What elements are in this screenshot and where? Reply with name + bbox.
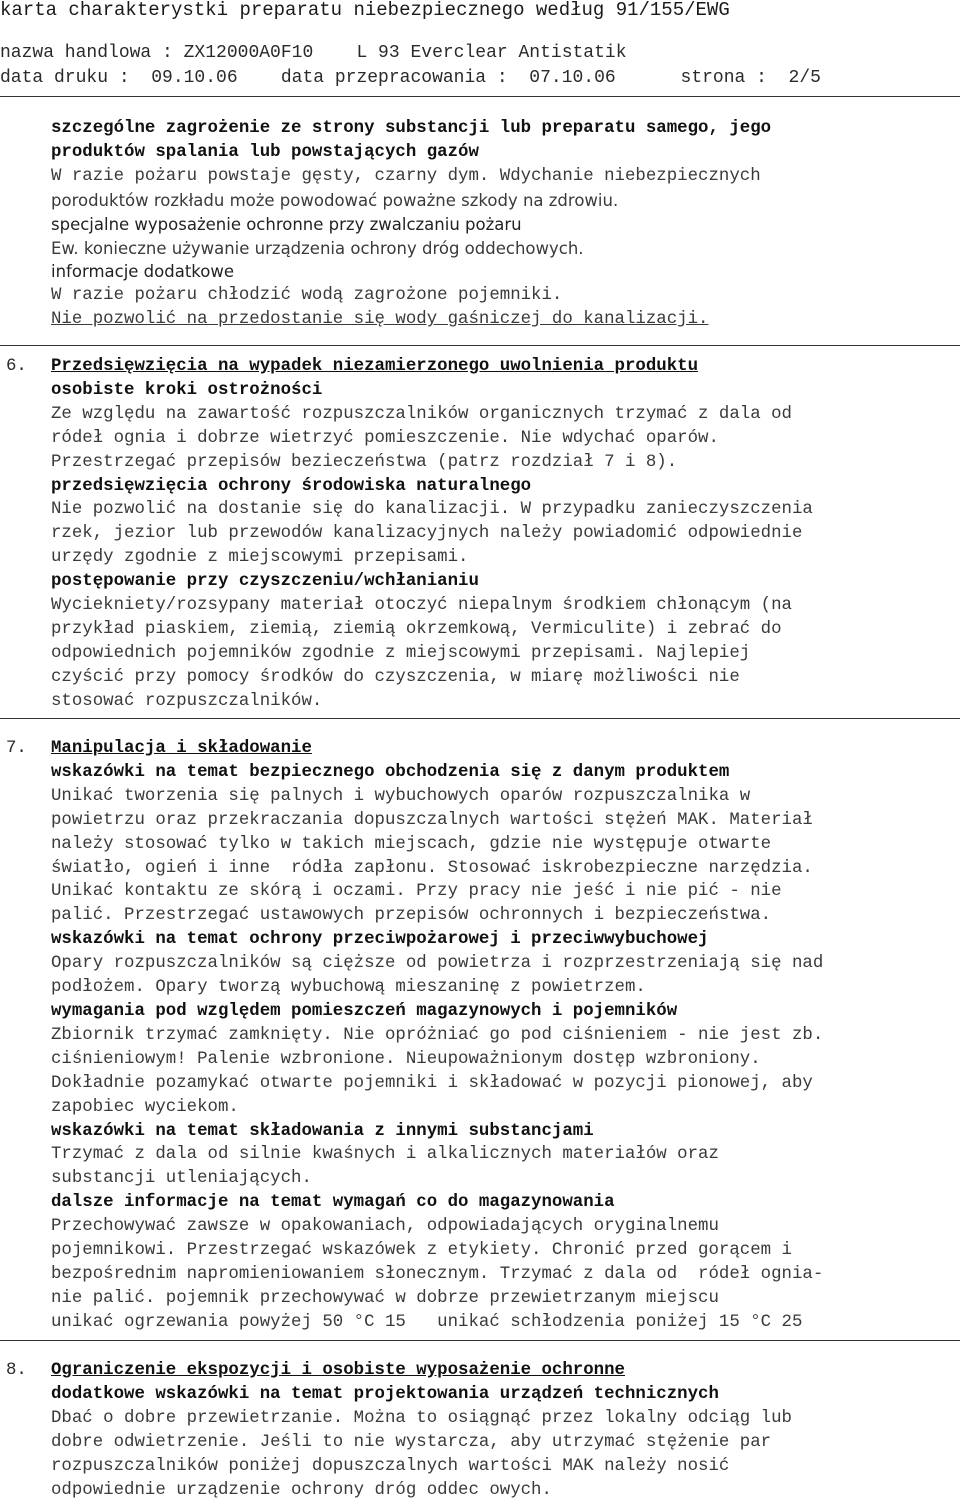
section7-number: 7. xyxy=(6,739,27,758)
text-line: substancji utleniających. xyxy=(51,1169,312,1189)
fire-section xyxy=(51,117,951,332)
text-line: Przechowywać zawsze w opakowaniach, odpowiadających oryginalnemu xyxy=(51,1217,719,1237)
subheading: szczególne zagrożenie ze strony substancji lub preparatu samego, jego xyxy=(51,119,772,138)
text-line: odpowiednich pojemników zgodnie z miejscowymi przepisami. Najlepiej xyxy=(51,643,751,663)
section6-title: Przedsięwzięcia na wypadek niezamierzonego uwolnienia produktu xyxy=(51,357,699,376)
section6-body xyxy=(51,379,951,714)
subheading: wskazówki na temat ochrony przeciwpożarowej i przeciwwybuchowej xyxy=(51,930,709,950)
section7-body xyxy=(51,761,951,1335)
date-page-line: data druku : 09.10.06 data przepracowania : 07.10.06 strona : 2/5 xyxy=(0,68,821,88)
subheading: postępowanie przy czyszczeniu/wchłanianiu xyxy=(51,572,479,592)
text-line: poroduktów rozkładu może powodować poważne szkody na zdrowiu. xyxy=(51,190,619,210)
text-line: unikać ogrzewania powyżej 50 °C 15 unikać schłodzenia poniżej 15 °C 25 xyxy=(51,1312,803,1332)
subheading: produktów spalania lub powstających gazów xyxy=(51,142,479,162)
text-line: urzędy zgodnie z miejscowymi przepisami. xyxy=(51,548,469,568)
section-divider xyxy=(0,718,960,719)
text-line: powietrzu oraz przekraczania dopuszczalnych wartości stężeń MAK. Materiał xyxy=(51,810,813,830)
text-line: Unikać tworzenia się palnych i wybuchowych oparów rozpuszczalnika w xyxy=(51,786,751,806)
text-line: Wyciekniety/rozsypany materiał otoczyć niepalnym środkiem chłonącym (na xyxy=(51,596,792,616)
text-line: dobre odwietrzenie. Jeśli to nie wystarcza, aby utrzymać stężenie par xyxy=(51,1432,772,1452)
text-line: Unikać kontaktu ze skórą i oczami. Przy pracy nie jeść i nie pić - nie xyxy=(51,882,782,902)
section8-body xyxy=(51,1383,951,1502)
text-line: Przestrzegać przepisów bezieczeństwa (patrz rozdział 7 i 8). xyxy=(51,452,678,472)
trade-name-line: nazwa handlowa : ZX12000A0F10 L 93 Everclear Antistatik xyxy=(0,43,627,63)
text-line: ródeł ognia i dobrze wietrzyć pomieszczenie. Nie wdychać oparów. xyxy=(51,428,719,448)
document-title: karta charakterystki preparatu niebezpiecznego według 91/155/EWG xyxy=(0,0,730,21)
subheading: dodatkowe wskazówki na temat projektowania urządzeń technicznych xyxy=(51,1384,719,1404)
section8-title: Ograniczenie ekspozycji i osobiste wyposażenie ochronne xyxy=(51,1361,625,1380)
text-line: rzek, jezior lub przewodów kanalizacyjnych należy powiadomić odpowiednie xyxy=(51,524,803,544)
subheading: informacje dodatkowe xyxy=(51,262,235,282)
text-line: pojemnikowi. Przestrzegać wskazówek z etykiety. Chronić przed gorącem i xyxy=(51,1241,792,1261)
section-divider xyxy=(0,345,960,346)
text-line: czyścić przy pomocy środków do czyszczenia, w miarę możliwości nie xyxy=(51,667,740,687)
section6 xyxy=(51,355,951,714)
section7-title: Manipulacja i składowanie xyxy=(51,739,312,758)
text-line: bezpośrednim napromieniowaniem słonecznym. Trzymać z dala od ródeł ognia- xyxy=(51,1264,824,1284)
text-line: W razie pożaru chłodzić wodą zagrożone pojemniki. xyxy=(51,286,563,306)
section8-number: 8. xyxy=(6,1361,27,1380)
text-line: stosować rozpuszczalników. xyxy=(51,691,323,711)
text-line: Nie pozwolić na dostanie się do kanalizacji. W przypadku zanieczyszczenia xyxy=(51,500,813,520)
text-line: Dokładnie pozamykać otwarte pojemniki i składować w pozycji pionowej, aby xyxy=(51,1073,813,1093)
section8 xyxy=(51,1359,951,1502)
text-line: Zbiornik trzymać zamknięty. Nie opróżniać go pod ciśnieniem - nie jest zb. xyxy=(51,1025,824,1045)
text-line: Opary rozpuszczalników są cięższe od powietrza i rozprzestrzeniają się nad xyxy=(51,954,824,974)
text-line: palić. Przestrzegać ustawowych przepisów ochronnych i bezpieczeństwa. xyxy=(51,906,772,926)
text-line: Dbać o dobre przewietrzanie. Można to osiągnąć przez lokalny odciąg lub xyxy=(51,1408,792,1428)
subheading: wymagania pod względem pomieszczeń magazynowych i pojemników xyxy=(51,1001,678,1021)
text-line: W razie pożaru powstaje gęsty, czarny dym. Wdychanie niebezpiecznych xyxy=(51,166,761,186)
text-line: Nie pozwolić na przedostanie się wody gaśniczej do kanalizacji. xyxy=(51,310,709,330)
text-line: przykład piaskiem, ziemią, ziemią okrzemkową, Vermiculite) i zebrać do xyxy=(51,619,782,639)
text-line: Ew. konieczne używanie urządzenia ochrony dróg oddechowych. xyxy=(51,238,584,258)
subheading: wskazówki na temat składowania z innymi substancjami xyxy=(51,1121,594,1141)
header-divider xyxy=(0,96,960,97)
text-line: ciśnieniowym! Palenie wzbronione. Nieupoważnionym dostęp wzbroniony. xyxy=(51,1049,761,1069)
text-line: należy stosować tylko w takich miejscach, gdzie nie występuje otwarte xyxy=(51,834,772,854)
subheading: przedsięwzięcia ochrony środowiska naturalnego xyxy=(51,476,532,496)
section-divider xyxy=(0,1340,960,1341)
text-line: Ze względu na zawartość rozpuszczalników organicznych trzymać z dala od xyxy=(51,404,792,424)
section6-number: 6. xyxy=(6,357,27,376)
text-line: odpowiednie urządzenie ochrony dróg oddec owych. xyxy=(51,1480,552,1500)
text-line: Trzymać z dala od silnie kwaśnych i alkalicznych materiałów oraz xyxy=(51,1145,719,1165)
subheading: specjalne wyposażenie ochronne przy zwalczaniu pożaru xyxy=(51,214,522,234)
subheading: wskazówki na temat bezpiecznego obchodzenia się z danym produktem xyxy=(51,762,730,782)
subheading: dalsze informacje na temat wymagań co do magazynowania xyxy=(51,1193,615,1213)
text-line: rozpuszczalników poniżej dopuszczalnych wartości MAK należy nosić xyxy=(51,1456,730,1476)
text-line: podłożem. Opary tworzą wybuchową mieszaninę z powietrzem. xyxy=(51,978,646,998)
text-line: zapobiec wyciekom. xyxy=(51,1097,239,1117)
section7 xyxy=(51,737,951,1335)
text-line: światło, ogień i inne ródła zapłonu. Stosować iskrobezpieczne narzędzia. xyxy=(51,858,813,878)
subheading: osobiste kroki ostrożności xyxy=(51,380,323,400)
text-line: nie palić. pojemnik przechowywać w dobrze przewietrzanym miejscu xyxy=(51,1288,719,1308)
